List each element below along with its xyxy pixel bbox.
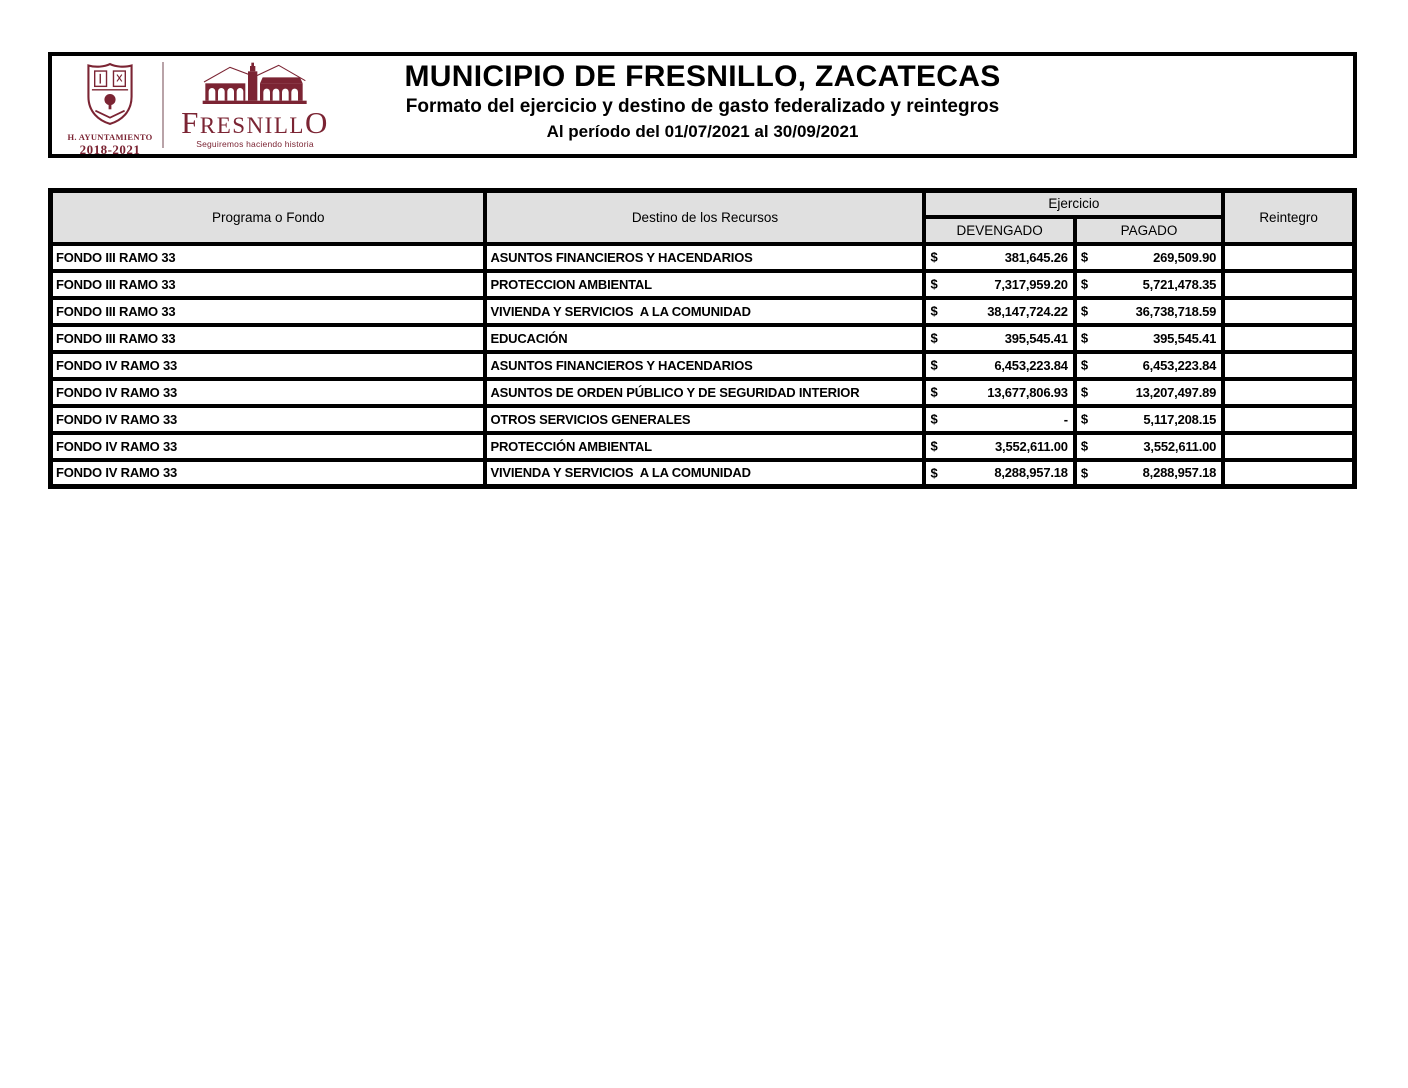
devengado-cell: $ 38,147,724.22 bbox=[924, 298, 1074, 325]
reintegro-cell bbox=[1223, 352, 1354, 379]
title-block bbox=[52, 60, 1353, 142]
currency-symbol: $ bbox=[1080, 249, 1088, 265]
reintegro-cell bbox=[1223, 244, 1354, 271]
page-title: MUNICIPIO DE FRESNILLO, ZACATECAS bbox=[404, 60, 1001, 93]
brand-tagline: Seguiremos haciendo historia bbox=[196, 139, 314, 149]
reintegro-cell bbox=[1223, 406, 1354, 433]
destino-cell: PROTECCIÓN AMBIENTAL bbox=[485, 433, 924, 460]
table-row bbox=[51, 244, 1355, 271]
table-row bbox=[51, 406, 1355, 433]
federal-spending-table bbox=[48, 188, 1357, 489]
table-row bbox=[51, 298, 1355, 325]
devengado-cell: $ 395,545.41 bbox=[924, 325, 1074, 352]
pagado-cell: $ 269,509.90 bbox=[1075, 244, 1223, 271]
currency-symbol: $ bbox=[1080, 357, 1088, 373]
devengado-cell: $ 3,552,611.00 bbox=[924, 433, 1074, 460]
programa-cell: FONDO IV RAMO 33 bbox=[51, 433, 486, 460]
currency-symbol: $ bbox=[1080, 276, 1088, 292]
pagado-cell: $ 5,721,478.35 bbox=[1075, 271, 1223, 298]
currency-symbol: $ bbox=[1080, 465, 1088, 481]
pagado-cell: $ 13,207,497.89 bbox=[1075, 379, 1223, 406]
programa-cell: FONDO III RAMO 33 bbox=[51, 244, 486, 271]
pagado-cell: $ 5,117,208.15 bbox=[1075, 406, 1223, 433]
programa-cell: FONDO IV RAMO 33 bbox=[51, 352, 486, 379]
currency-symbol: $ bbox=[930, 384, 938, 400]
reintegro-cell bbox=[1223, 379, 1354, 406]
devengado-cell: $ 6,453,223.84 bbox=[924, 352, 1074, 379]
table-row bbox=[51, 433, 1355, 460]
devengado-cell: $ 8,288,957.18 bbox=[924, 460, 1074, 487]
destino-cell: OTROS SERVICIOS GENERALES bbox=[485, 406, 924, 433]
col-header-reintegro: Reintegro bbox=[1223, 191, 1354, 244]
devengado-cell: $ - bbox=[924, 406, 1074, 433]
seal-caption: H. AYUNTAMIENTO bbox=[67, 132, 153, 142]
col-header-pagado: PAGADO bbox=[1075, 217, 1223, 244]
reintegro-cell bbox=[1223, 460, 1354, 487]
pagado-cell: $ 6,453,223.84 bbox=[1075, 352, 1223, 379]
table-row bbox=[51, 352, 1355, 379]
devengado-cell: $ 7,317,959.20 bbox=[924, 271, 1074, 298]
currency-symbol: $ bbox=[930, 276, 938, 292]
reintegro-cell bbox=[1223, 298, 1354, 325]
reintegro-cell bbox=[1223, 325, 1354, 352]
currency-symbol: $ bbox=[930, 438, 938, 454]
programa-cell: FONDO IV RAMO 33 bbox=[51, 379, 486, 406]
currency-symbol: $ bbox=[1080, 303, 1088, 319]
pagado-cell: $ 3,552,611.00 bbox=[1075, 433, 1223, 460]
destino-cell: VIVIENDA Y SERVICIOS A LA COMUNIDAD bbox=[485, 460, 924, 487]
document-header bbox=[48, 52, 1357, 158]
table-row bbox=[51, 460, 1355, 487]
destino-cell: ASUNTOS FINANCIEROS Y HACENDARIOS bbox=[485, 352, 924, 379]
currency-symbol: $ bbox=[930, 465, 938, 481]
programa-cell: FONDO III RAMO 33 bbox=[51, 325, 486, 352]
destino-cell: VIVIENDA Y SERVICIOS A LA COMUNIDAD bbox=[485, 298, 924, 325]
programa-cell: FONDO III RAMO 33 bbox=[51, 298, 486, 325]
table-row bbox=[51, 325, 1355, 352]
destino-cell: EDUCACIÓN bbox=[485, 325, 924, 352]
currency-symbol: $ bbox=[930, 411, 938, 427]
currency-symbol: $ bbox=[930, 249, 938, 265]
fresnillo-wordmark: FRESNILLO bbox=[181, 105, 329, 140]
devengado-cell: $ 13,677,806.93 bbox=[924, 379, 1074, 406]
pagado-cell: $ 395,545.41 bbox=[1075, 325, 1223, 352]
currency-symbol: $ bbox=[1080, 411, 1088, 427]
destino-cell: ASUNTOS FINANCIEROS Y HACENDARIOS bbox=[485, 244, 924, 271]
reintegro-cell bbox=[1223, 433, 1354, 460]
col-header-destino: Destino de los Recursos bbox=[485, 191, 924, 244]
currency-symbol: $ bbox=[930, 357, 938, 373]
currency-symbol: $ bbox=[1080, 438, 1088, 454]
destino-cell: PROTECCION AMBIENTAL bbox=[485, 271, 924, 298]
pagado-cell: $ 8,288,957.18 bbox=[1075, 460, 1223, 487]
col-header-devengado: DEVENGADO bbox=[924, 217, 1074, 244]
devengado-cell: $ 381,645.26 bbox=[924, 244, 1074, 271]
currency-symbol: $ bbox=[930, 303, 938, 319]
table-row bbox=[51, 271, 1355, 298]
reintegro-cell bbox=[1223, 271, 1354, 298]
programa-cell: FONDO III RAMO 33 bbox=[51, 271, 486, 298]
programa-cell: FONDO IV RAMO 33 bbox=[51, 460, 486, 487]
currency-symbol: $ bbox=[1080, 384, 1088, 400]
col-header-ejercicio: Ejercicio bbox=[924, 191, 1223, 217]
destino-cell: ASUNTOS DE ORDEN PÚBLICO Y DE SEGURIDAD INTERIOR bbox=[485, 379, 924, 406]
pagado-cell: $ 36,738,718.59 bbox=[1075, 298, 1223, 325]
seal-years: 2018-2021 bbox=[79, 142, 141, 157]
currency-symbol: $ bbox=[1080, 330, 1088, 346]
table-row bbox=[51, 379, 1355, 406]
programa-cell: FONDO IV RAMO 33 bbox=[51, 406, 486, 433]
col-header-programa: Programa o Fondo bbox=[51, 191, 486, 244]
currency-symbol: $ bbox=[930, 330, 938, 346]
page-subtitle: Formato del ejercicio y destino de gasto federalizado y reintegros bbox=[405, 96, 1000, 117]
report-period: Al período del 01/07/2021 al 30/09/2021 bbox=[546, 122, 859, 141]
